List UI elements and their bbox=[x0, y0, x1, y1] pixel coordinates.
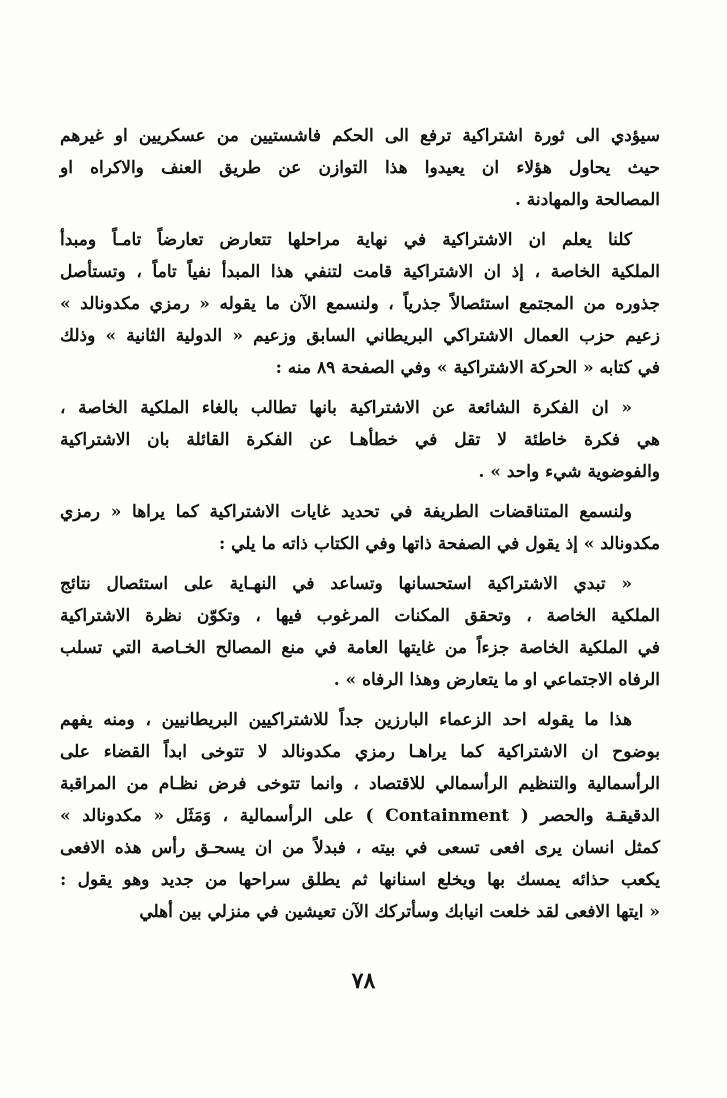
text-line: الملكية الخاصة ، إذ ان الاشتراكية قامت لتنفي هذا المبدأ نفياً تاماً ، وتستأصل bbox=[60, 262, 660, 282]
quote-paragraph bbox=[60, 392, 660, 488]
text-line: مكدونالد » إذ يقول في الصفحة ذاتها وفي الكتاب ذاته ما يلي : bbox=[218, 534, 660, 554]
text-line: في الملكية الخاصة جزءاً من غايتها العامة في منع المصالح الخـاصة التي تسلب bbox=[60, 638, 660, 658]
paragraph bbox=[60, 496, 660, 560]
text-line: « ان الفكرة الشائعة عن الاشتراكية بانها تطالب بالغاء الملكية الخاصة ، bbox=[60, 398, 632, 418]
paragraph bbox=[60, 120, 660, 216]
text-line: « ايتها الافعى لقد خلعت انيابك وسأتركك الآن تعيشين في منزلي بين أهلي bbox=[139, 902, 660, 922]
text-line: جذوره من المجتمع استئصالاً جذرياً ، ولنسمع الآن ما يقوله « رمزي مكدونالد » bbox=[60, 294, 660, 314]
text-line: بوضوح ان الاشتراكية كما يراهـا رمزي مكدونالد لا تتوخى ابداً القضاء على bbox=[60, 742, 660, 762]
text-line: يكعب حذائه يمسك بها ويخلع اسنانها ثم يطلق سراحها من جديد وهو يقول : bbox=[60, 870, 660, 890]
text-line: هي فكرة خاطئة لا تقل في خطأهـا عن الفكرة القائلة بان الاشتراكية bbox=[60, 430, 660, 450]
text-line: « تبدي الاشتراكية استحسانها وتساعد في النهـاية على استئصال نتائج bbox=[60, 574, 632, 594]
paragraph bbox=[60, 704, 660, 928]
text-line: سيؤدي الى ثورة اشتراكية ترفع الى الحكم فاشستيين من عسكريين او غيرهم bbox=[60, 126, 660, 146]
text-line: كلنا يعلم ان الاشتراكية في نهاية مراحلها تتعارض تعارضاً تامـاً ومبدأ bbox=[60, 230, 632, 250]
text-line: والفوضوية شيء واحد » . bbox=[478, 462, 660, 482]
text-line: الدقيقـة والحصر ( Containment ) على الرأسمالية ، وَمَثَل « مكدونالد » bbox=[60, 806, 660, 826]
text-line: الملكية الخاصة ، وتحقق المكنات المرغوب فيها ، وتكوّن نظرة الاشتراكية bbox=[60, 606, 660, 626]
text-line: في كتابه « الحركة الاشتراكية » وفي الصفحة ٨٩ منه : bbox=[275, 358, 660, 378]
text-line: حيث يحاول هؤلاء ان يعيدوا هذا التوازن عن طريق العنف والاكراه او bbox=[60, 158, 660, 178]
body-text bbox=[60, 120, 660, 936]
page-number: ٧٨ bbox=[351, 968, 376, 994]
text-line: زعيم حزب العمال الاشتراكي البريطاني السابق وزعيم « الدولية الثانية » وذلك bbox=[60, 326, 660, 346]
paragraph bbox=[60, 224, 660, 384]
text-line: المصالحة والمهادنة . bbox=[514, 190, 660, 210]
text-line: كمثل انسان يرى افعى تسعى في بيته ، فبدلاً من ان يسحـق رأس هذه الافعى bbox=[60, 838, 660, 858]
text-line: الرفاه الاجتماعي او ما يتعارض وهذا الرفاه » . bbox=[333, 670, 660, 690]
quote-paragraph bbox=[60, 568, 660, 696]
text-line: الرأسمالية والتنظيم الرأسمالي للاقتصاد ، وانما تتوخى فرض نظـام من المراقبة bbox=[60, 774, 660, 794]
text-line: هذا ما يقوله احد الزعماء البارزين جداً للاشتراكيين البريطانيين ، ومنه يفهم bbox=[60, 710, 632, 730]
text-line: ولنسمع المتناقضات الطريفة في تحديد غايات الاشتراكية كما يراها « رمزي bbox=[60, 502, 632, 522]
